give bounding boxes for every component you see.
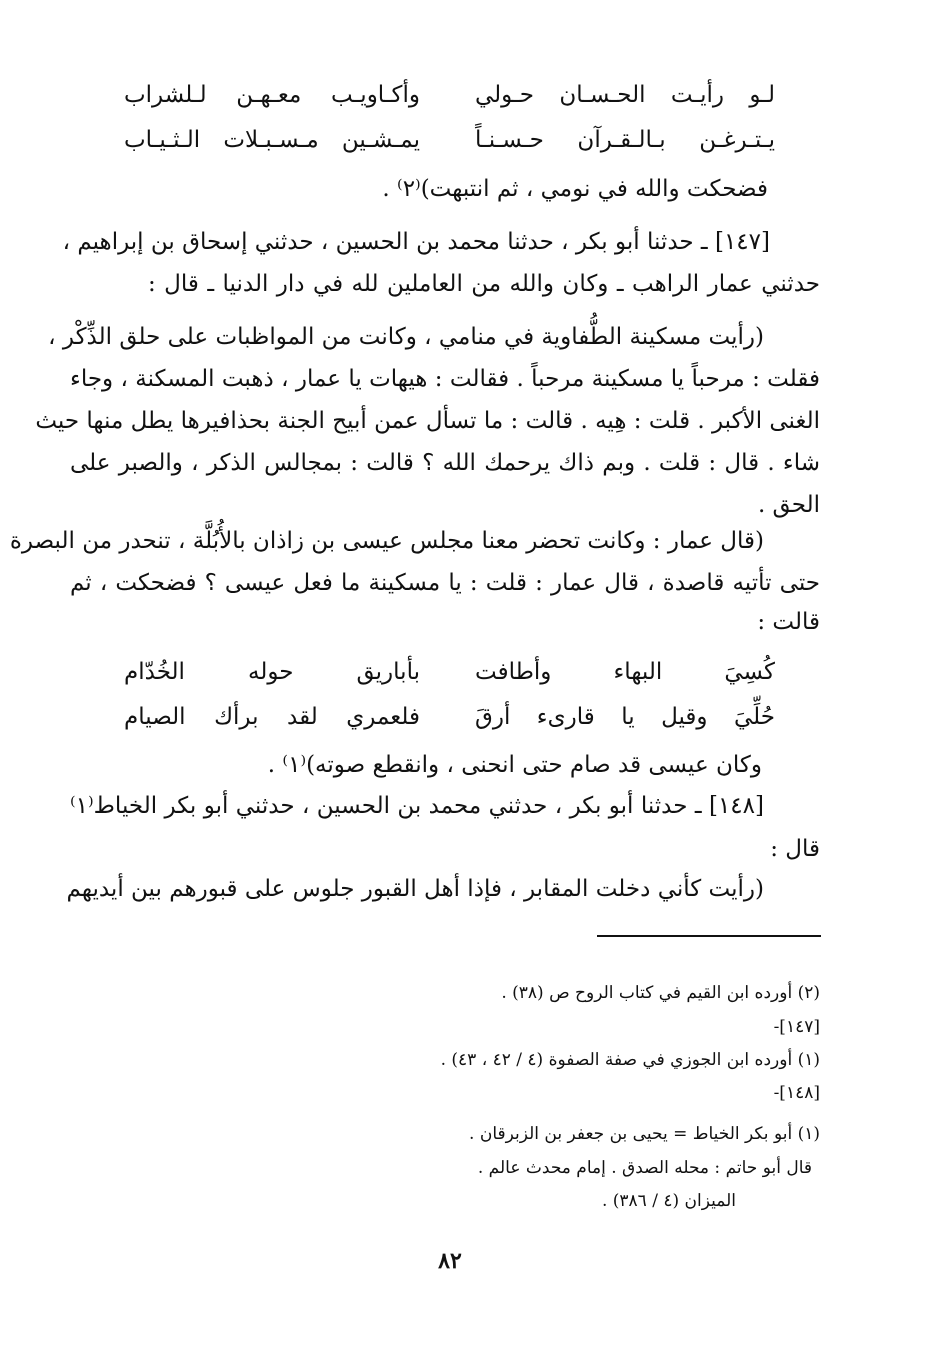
text-line: (رأيت كأني دخلت المقابر ، فإذا أهل القبور جلوس على قبورهم بين أيديهم (66, 876, 764, 902)
hadith-148-header: [١٤٨] ـ حدثنا أبو بكر ، حدثني محمد بن الحسين ، حدثني أبو بكر الخياط⁽١⁾ (70, 793, 764, 819)
verse-2-left-hemistich: يمـشـين مـسـبـلات الـثـيـاب (124, 127, 420, 153)
text-line: قالت : (757, 609, 820, 635)
footnote-line: (٢) أورده ابن القيم في كتاب الروح ص (٣٨) . (501, 983, 820, 1003)
verse-3-left-hemistich: بأباريق حوله الخُدّام (124, 659, 420, 685)
text-line: قال : (770, 836, 820, 862)
text-line: حتى تأتيه قاصدة ، قال عمار : قلت : يا مسكينة ما فعل عيسى ؟ فضحكت ، ثم (70, 570, 820, 596)
footnote-line: الميزان (٤ / ٣٨٦) . (601, 1191, 736, 1211)
text-line: حدثني عمار الراهب ـ وكان والله من العاملين لله في دار الدنيا ـ قال : (148, 271, 820, 297)
verse-2-right-hemistich: يـتـرغـن بـالـقـرآن حـسـنـاً (475, 127, 775, 153)
text-line: الغنى الأكبر . قلت : هِيه . قالت : ما تسأل عمن أبيح الجنة بحذافيرها يطل منها حيث (35, 408, 820, 434)
text-line: (قال عمار : وكانت تحضر معنا مجلس عيسى بن زاذان بالأُبُلَّة ، تنحدر من البصرة (9, 528, 764, 554)
verse-4-left-hemistich: فلعمري لقد برأك الصيام (124, 704, 420, 730)
text-line: فقلت : مرحباً يا مسكينة مرحباً . فقالت : هيهات يا عمار ، ذهبت المسكنة ، وجاء (70, 366, 820, 392)
footnote-line: [١٤٨]- (773, 1083, 820, 1103)
verse-1-right-hemistich: لـو رأيـت الحـسـان حـولي (475, 82, 775, 108)
footnote-separator (597, 935, 821, 937)
text-line: وكان عيسى قد صام حتى انحنى ، وانقطع صوته)⁽١⁾ . (267, 752, 762, 778)
verse-4-right-hemistich: حُلِّيَ وقيل يا قارىء أرقَ (475, 704, 775, 730)
page-number: ٨٢ (438, 1248, 462, 1274)
verse-1-left-hemistich: وأكـاويـب معـهـن لـلشراب (124, 82, 420, 108)
verse-3-right-hemistich: كُسِيَ البهاء وأطافت (475, 659, 775, 685)
text-line: الحق . (757, 492, 820, 518)
footnote-line: [١٤٧]- (773, 1017, 820, 1037)
footnote-line: (١) أبو بكر الخياط = يحيى بن جعفر بن الزبرقان . (469, 1124, 820, 1144)
hadith-147-header: [١٤٧] ـ حدثنا أبو بكر ، حدثنا محمد بن الحسين ، حدثني إسحاق بن إبراهيم ، (62, 229, 770, 255)
text-line: (رأيت مسكينة الطُّفاوية في منامي ، وكانت من المواظبات على حلق الذِّكْر ، (48, 324, 764, 350)
footnote-line: (١) أورده ابن الجوزي في صفة الصفوة (٤ / ٤٢ ، ٤٣) . (440, 1050, 820, 1070)
text-line: فضحكت والله في نومي ، ثم انتبهت)⁽٢⁾ . (382, 176, 768, 202)
text-line: شاء . قال : قلت . وبم ذاك يرحمك الله ؟ قالت : بمجالس الذكر ، والصبر على (70, 450, 820, 476)
footnote-line: قال أبو حاتم : محله الصدق . إمام محدث عالم . (477, 1158, 812, 1178)
